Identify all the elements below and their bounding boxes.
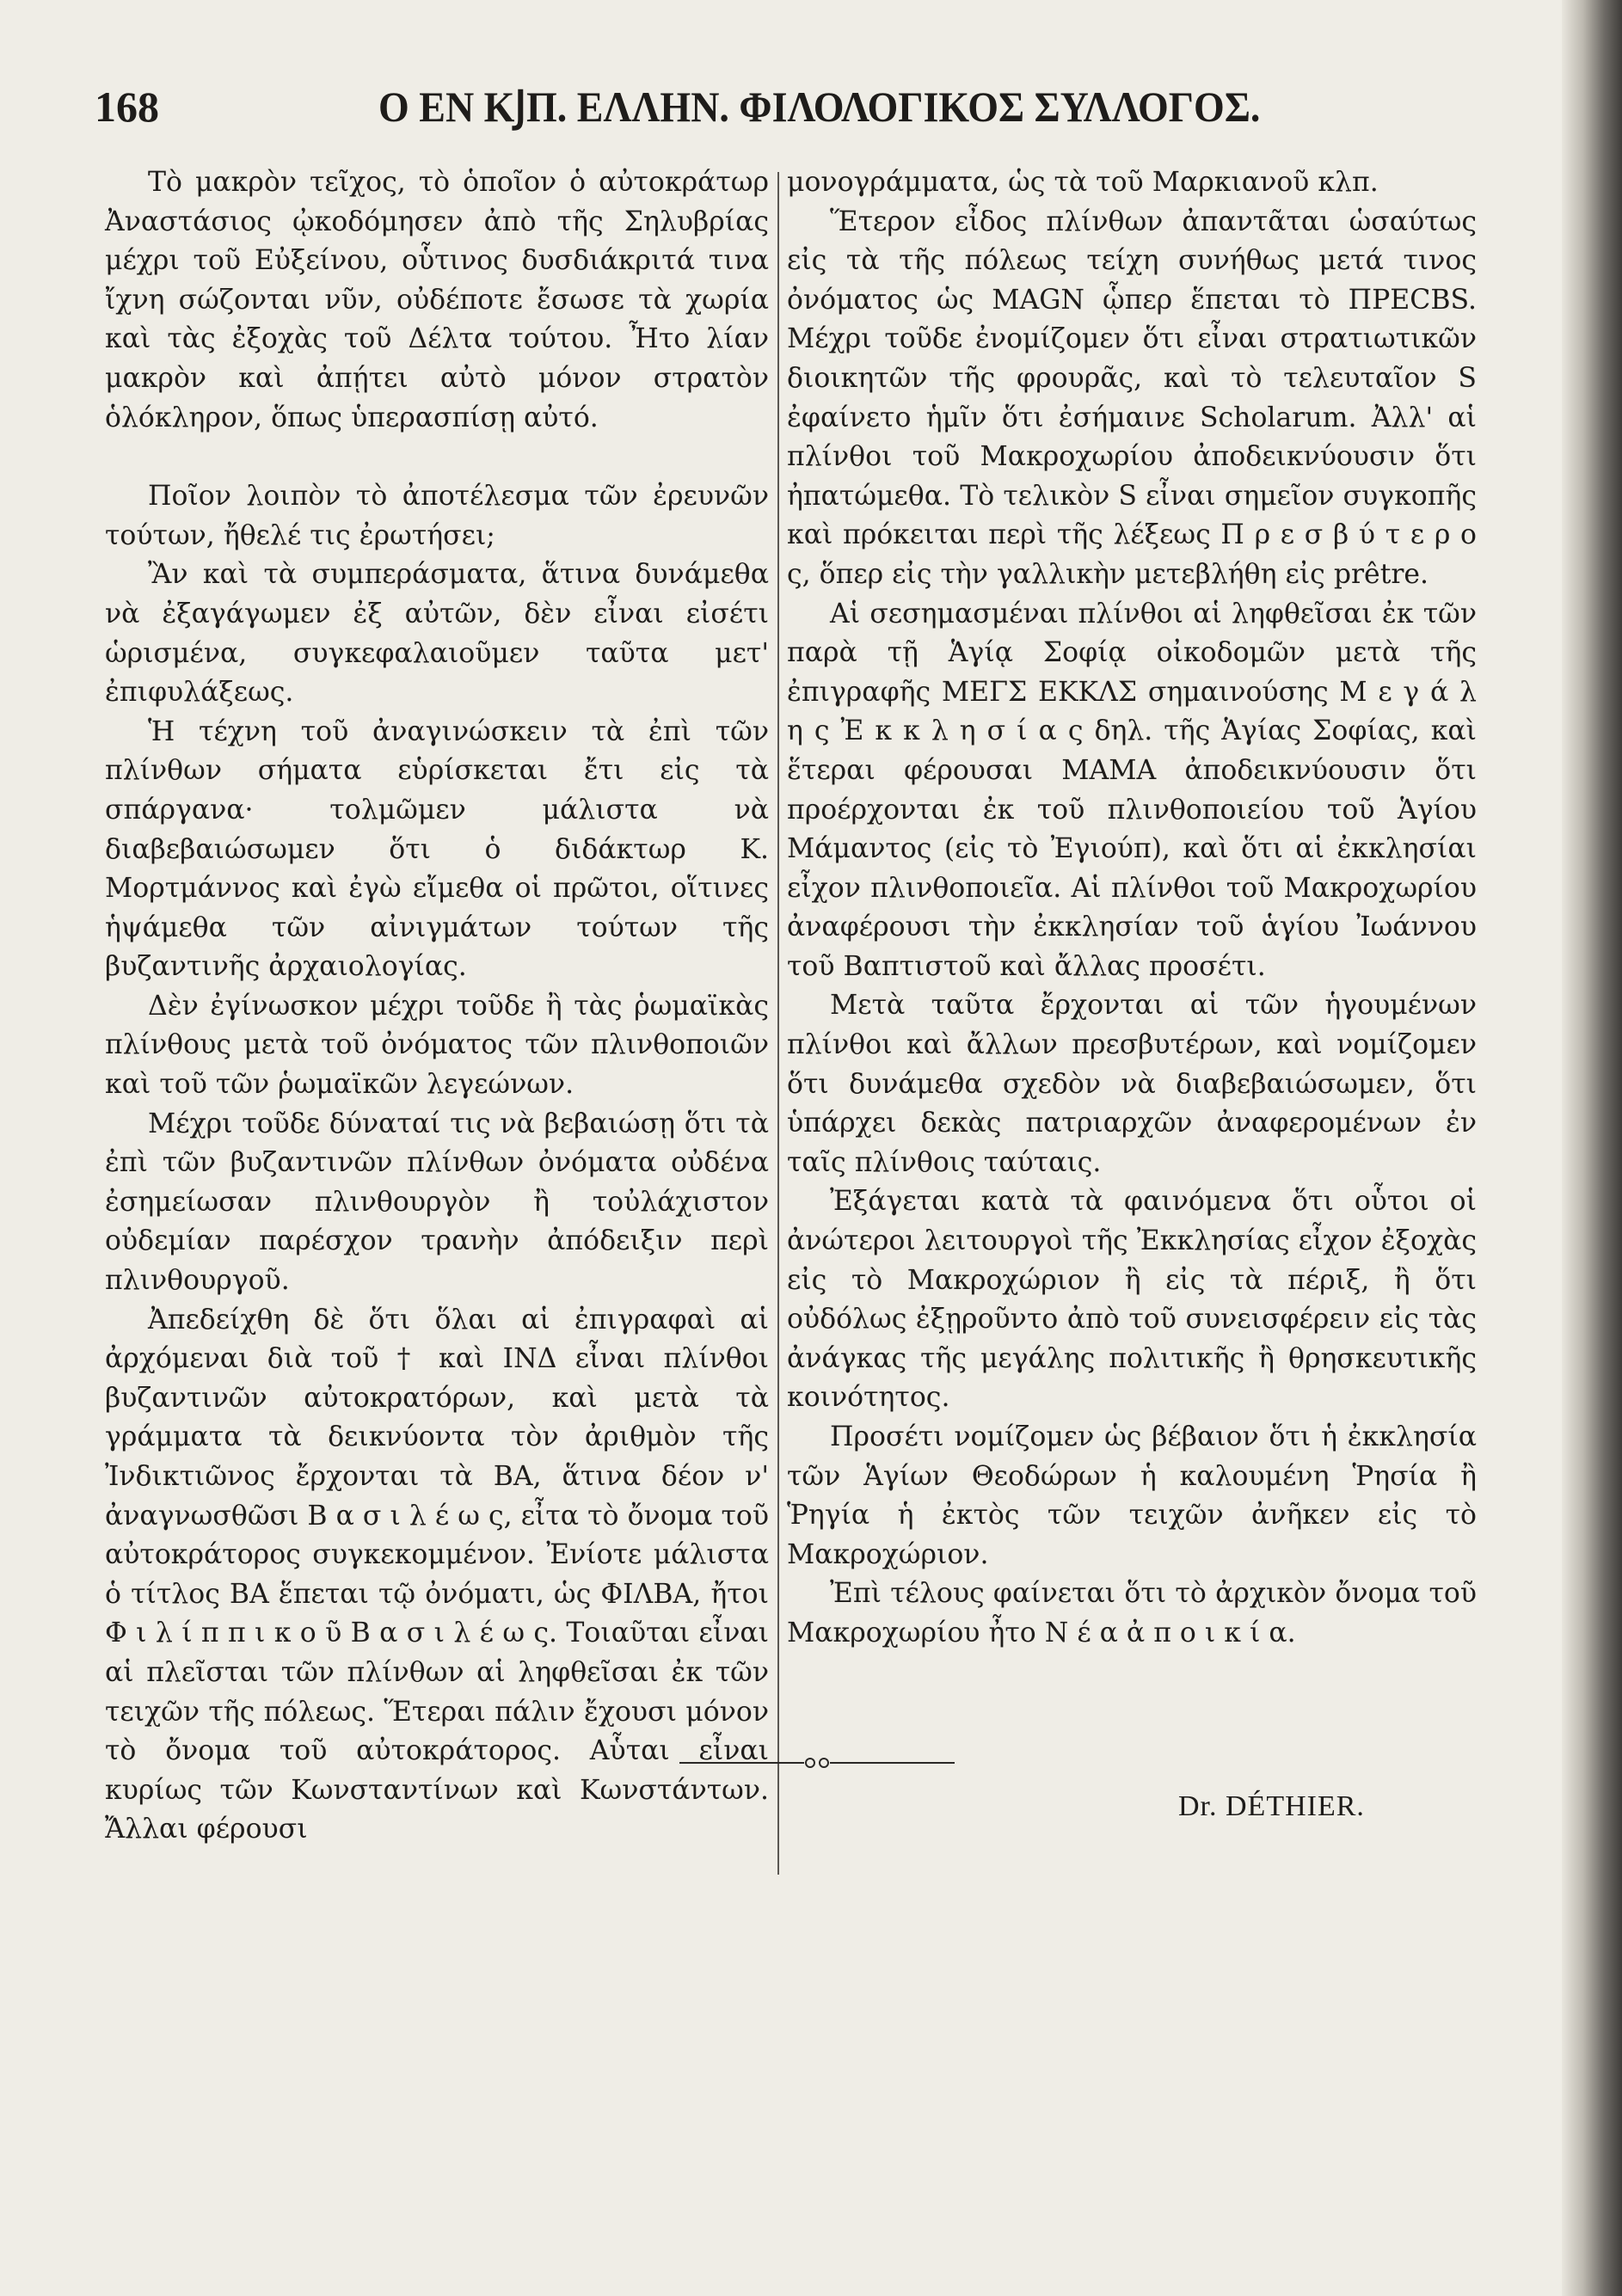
paragraph: Ἂν καὶ τὰ συμπεράσματα, ἅτινα δυνάμεθα νὰ ἐξαγάγωμεν ἐξ αὐτῶν, δὲν εἶναι εἰσέτι ὡρισμένα, συγκεφαλαιοῦμεν ταῦτα μετ' ἐπιφυλάξεως. — [105, 559, 769, 709]
paragraph: Ἐξάγεται κατὰ τὰ φαινόμενα ὅτι οὗτοι οἱ ἀνώτεροι λειτουργοὶ τῆς Ἐκκλησίας εἶχον ἐξοχὰς εἰς τὸ Μακροχώριον ἢ εἰς τὰ πέριξ, ἢ ὅτι οὐδόλως ἐξῃροῦντο ἀπὸ τοῦ συνεισφέρειν εἰς τὰς ἀνάγκας τῆς μεγάλης πολιτικῆς ἢ θρησκευτικῆς κοινότητος. — [787, 1186, 1477, 1414]
paragraph: Αἱ σεσημασμέναι πλίνθοι αἱ ληφθεῖσαι ἐκ τῶν παρὰ τῇ Ἁγίᾳ Σοφίᾳ οἰκοδομῶν μετὰ τῆς ἐπιγραφῆς ΜΕΓΣ ΕΚΚΛΣ σημαινούσης Μ ε γ ά λ η ς Ἐ κ κ λ η σ ί α ς δηλ. τῆς Ἁγίας Σοφίας, καὶ ἕτεραι φέρουσαι ΜΑΜΑ ἀποδεικνύουσιν ὅτι προέρχονται ἐκ τοῦ πλινθοποιείου τοῦ Ἁγίου Μάμαντος (εἰς τὸ Ἐγιούπ), καὶ ὅτι αἱ ἐκκλησίαι εἶχον πλινθοποιεῖα. Αἱ πλίνθοι τοῦ Μακροχωρίου ἀναφέρουσι τὴν ἐκκλησίαν τοῦ ἁγίου Ἰωάννου τοῦ Βαπτιστοῦ καὶ ἄλλας προσέτι. — [787, 598, 1477, 982]
paragraph: Ποῖον λοιπὸν τὸ ἀποτέλεσμα τῶν ἐρευνῶν τούτων, ἤθελέ τις ἐρωτήσει; — [105, 481, 769, 551]
end-ornament — [679, 1754, 955, 1771]
paragraph: Προσέτι νομίζομεν ὡς βέβαιον ὅτι ἡ ἐκκλησία τῶν Ἁγίων Θεοδώρων ἡ καλουμένη Ῥησία ἢ Ῥηγία ἡ ἐκτὸς τῶν τειχῶν ἀνῆκεν εἰς τὸ Μακροχώριον. — [787, 1421, 1477, 1570]
page-number: 168 — [95, 83, 159, 131]
paragraph: μονογράμματα, ὡς τὰ τοῦ Μαρκιανοῦ κλπ. — [787, 167, 1379, 198]
paragraph: Ἀπεδείχθη δὲ ὅτι ὅλαι αἱ ἐπιγραφαὶ αἱ ἀρχόμεναι διὰ τοῦ † καὶ ΙΝΔ εἶναι πλίνθοι βυζαντινῶν αὐτοκρατόρων, καὶ μετὰ τὰ γράμματα τὰ δεικνύοντα τὸν ἀριθμὸν τῆς Ἰνδικτιῶνος ἔρχονται τὰ ΒΑ, ἅτινα δέον ν' ἀναγνωσθῶσι Β α σ ι λ έ ω ς, εἶτα τὸ ὄνομα τοῦ αὐτοκράτορος συγκεκομμένον. Ἐνίοτε μάλιστα ὁ τίτλος ΒΑ ἕπεται τῷ ὀνόματι, ὡς ΦΙΛΒΑ, ἤτοι Φ ι λ ί π π ι κ ο ῦ Β α σ ι λ έ ω ς. Τοιαῦται εἶναι αἱ πλεῖσται τῶν πλίνθων αἱ ληφθεῖσαι ἐκ τῶν τειχῶν τῆς πόλεως. Ἕτεραι πάλιν ἔχουσι μόνον τὸ ὄνομα τοῦ αὐτοκράτορος. Αὗται εἶναι κυρίως τῶν Κωνσταντίνων καὶ Κωνστάντων. Ἄλλαι φέρουσι — [105, 1304, 769, 1845]
paragraph: Μέχρι τοῦδε δύναταί τις νὰ βεβαιώσῃ ὅτι τὰ ἐπὶ τῶν βυζαντινῶν πλίνθων ὀνόματα οὐδένα ἐσημείωσαν πλινθουργὸν ἢ τοὐλάχιστον οὐδεμίαν παρέσχον τρανὴν ἀπόδειξιν περὶ πλινθουργοῦ. — [105, 1108, 769, 1297]
left-column — [105, 163, 769, 1850]
paragraph: Ἡ τέχνη τοῦ ἀναγινώσκειν τὰ ἐπὶ τῶν πλίνθων σήματα εὑρίσκεται ἔτι εἰς τὰ σπάργανα· τολμῶμεν μάλιστα νὰ διαβεβαιώσωμεν ὅτι ὁ διδάκτωρ Κ. Μορτμάννος καὶ ἐγὼ εἴμεθα οἱ πρῶτοι, οἵτινες ἡψάμεθα τῶν αἰνιγμάτων τούτων τῆς βυζαντινῆς ἀρχαιολογίας. — [105, 715, 769, 983]
running-title: Ο ΕΝ ΚͿΠ. ΕΛΛΗΝ. ΦΙΛΟΛΟΓΙΚΟΣ ΣΥΛΛΟΓΟΣ. — [378, 83, 1261, 131]
paragraph: Ἕτερον εἶδος πλίνθων ἀπαντᾶται ὡσαύτως εἰς τὰ τῆς πόλεως τείχη συνήθως μετά τινος ὀνόματος ὡς MAGN ᾧπερ ἕπεται τὸ ΠΡΕCBS. Μέχρι τοῦδε ἐνομίζομεν ὅτι εἶναι στρατιωτικῶν διοικητῶν τῆς φρουρᾶς, καὶ τὸ τελευταῖον S ἐφαίνετο ἡμῖν ὅτι ἐσήμαινε Scholarum. Ἀλλ' αἱ πλίνθοι τοῦ Μακροχωρίου ἀποδεικνύουσιν ὅτι ἠπατώμεθα. Τὸ τελικὸν S εἶναι σημεῖον συγκοπῆς καὶ πρόκειται περὶ τῆς λέξεως Π ρ ε σ β ύ τ ε ρ ο ς, ὅπερ εἰς τὴν γαλλικὴν μετεβλήθη εἰς prêtre. — [787, 206, 1477, 590]
author-signature: Dr. DÉTHIER. — [1178, 1790, 1365, 1822]
page-header — [95, 82, 1261, 142]
book-spine-shadow — [1562, 0, 1622, 2296]
paragraph: Ἐπὶ τέλους φαίνεται ὅτι τὸ ἀρχικὸν ὄνομα τοῦ Μακροχωρίου ἦτο Ν έ α ἀ π ο ι κ ί α. — [787, 1578, 1477, 1648]
paragraph: Μετὰ ταῦτα ἔρχονται αἱ τῶν ἡγουμένων πλίνθοι καὶ ἄλλων πρεσβυτέρων, καὶ νομίζομεν ὅτι δυνάμεθα σχεδὸν νὰ διαβεβαιώσωμεν, ὅτι ὑπάρχει δεκὰς πατριαρχῶν ἀναφερομένων ἐν ταῖς πλίνθοις ταύταις. — [787, 990, 1477, 1178]
right-column — [787, 163, 1477, 1654]
column-divider — [777, 172, 779, 1875]
paragraph: Δὲν ἐγίνωσκον μέχρι τοῦδε ἢ τὰς ῥωμαϊκὰς πλίνθους μετὰ τοῦ ὀνόματος τῶν πλινθοποιῶν καὶ τοῦ τῶν ῥωμαϊκῶν λεγεώνων. — [105, 990, 769, 1101]
paragraph: Τὸ μακρὸν τεῖχος, τὸ ὁποῖον ὁ αὐτοκράτωρ Ἀναστάσιος ᾠκοδόμησεν ἀπὸ τῆς Σηλυβρίας μέχρι τοῦ Εὐξείνου, οὗτινος δυσδιάκριτά τινα ἴχνη σώζονται νῦν, οὐδέποτε ἔσωσε τὰ χωρία καὶ τὰς ἐξοχὰς τοῦ Δέλτα τούτου. Ἦτο λίαν μακρὸν καὶ ἀπῄτει αὐτὸ μόνον στρατὸν ὁλόκληρον, ὅπως ὑπερασπίσῃ αὐτό. — [105, 167, 769, 433]
